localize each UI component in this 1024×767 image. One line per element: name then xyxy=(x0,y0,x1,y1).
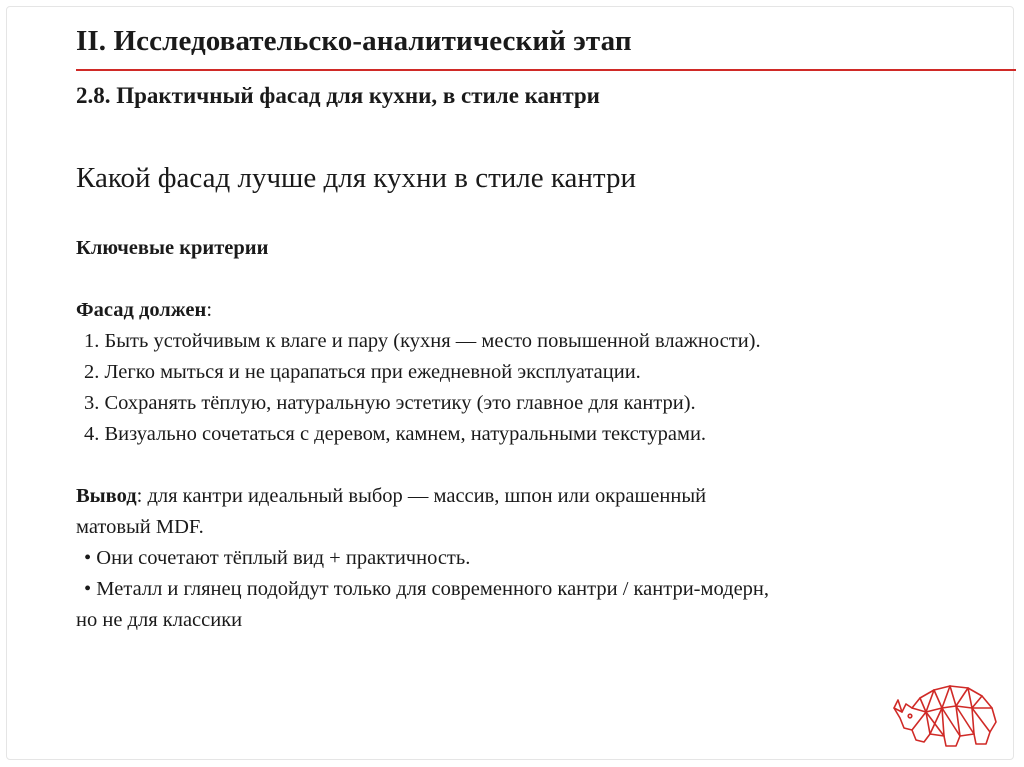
page-title: II. Исследовательско-аналитический этап xyxy=(76,25,632,57)
conclusion-text-cont: матовый MDF. xyxy=(76,516,204,538)
bullet-item: • Металл и глянец подойдут только для современного кантри / кантри-модерн, xyxy=(84,578,770,600)
bullet-item: • Они сочетают тёплый вид + практичность. xyxy=(84,547,471,569)
facade-label: Фасад должен xyxy=(76,299,207,321)
spacer xyxy=(76,264,976,295)
criteria-title: Ключевые критерии xyxy=(76,237,269,259)
conclusion-text: : для кантри идеальный выбор — массив, шпон или окрашенный xyxy=(136,485,707,507)
requirement-item: 2. Легко мыться и не царапаться при ежедневной эксплуатации. xyxy=(84,361,641,383)
facade-colon: : xyxy=(206,299,213,321)
spacer xyxy=(76,450,976,481)
requirement-item: 1. Быть устойчивым к влаге и пару (кухня — место повышенной влажности). xyxy=(84,330,761,352)
section-subtitle: 2.8. Практичный фасад для кухни, в стиле кантри xyxy=(76,83,600,108)
conclusion-label: Вывод xyxy=(76,485,137,507)
rhino-logo-icon xyxy=(890,678,1002,750)
conclusion-line xyxy=(76,481,976,512)
content-body xyxy=(76,233,976,636)
requirement-item: 3. Сохранять тёплую, натуральную эстетику (это главное для кантри). xyxy=(84,392,696,414)
facade-label-line xyxy=(76,295,976,326)
requirement-item: 4. Визуально сочетаться с деревом, камнем, натуральными текстурами. xyxy=(84,423,707,445)
title-divider xyxy=(76,69,1016,71)
content-heading: Какой фасад лучше для кухни в стиле кантри xyxy=(76,162,636,194)
bullet-cont: но не для классики xyxy=(76,609,243,631)
